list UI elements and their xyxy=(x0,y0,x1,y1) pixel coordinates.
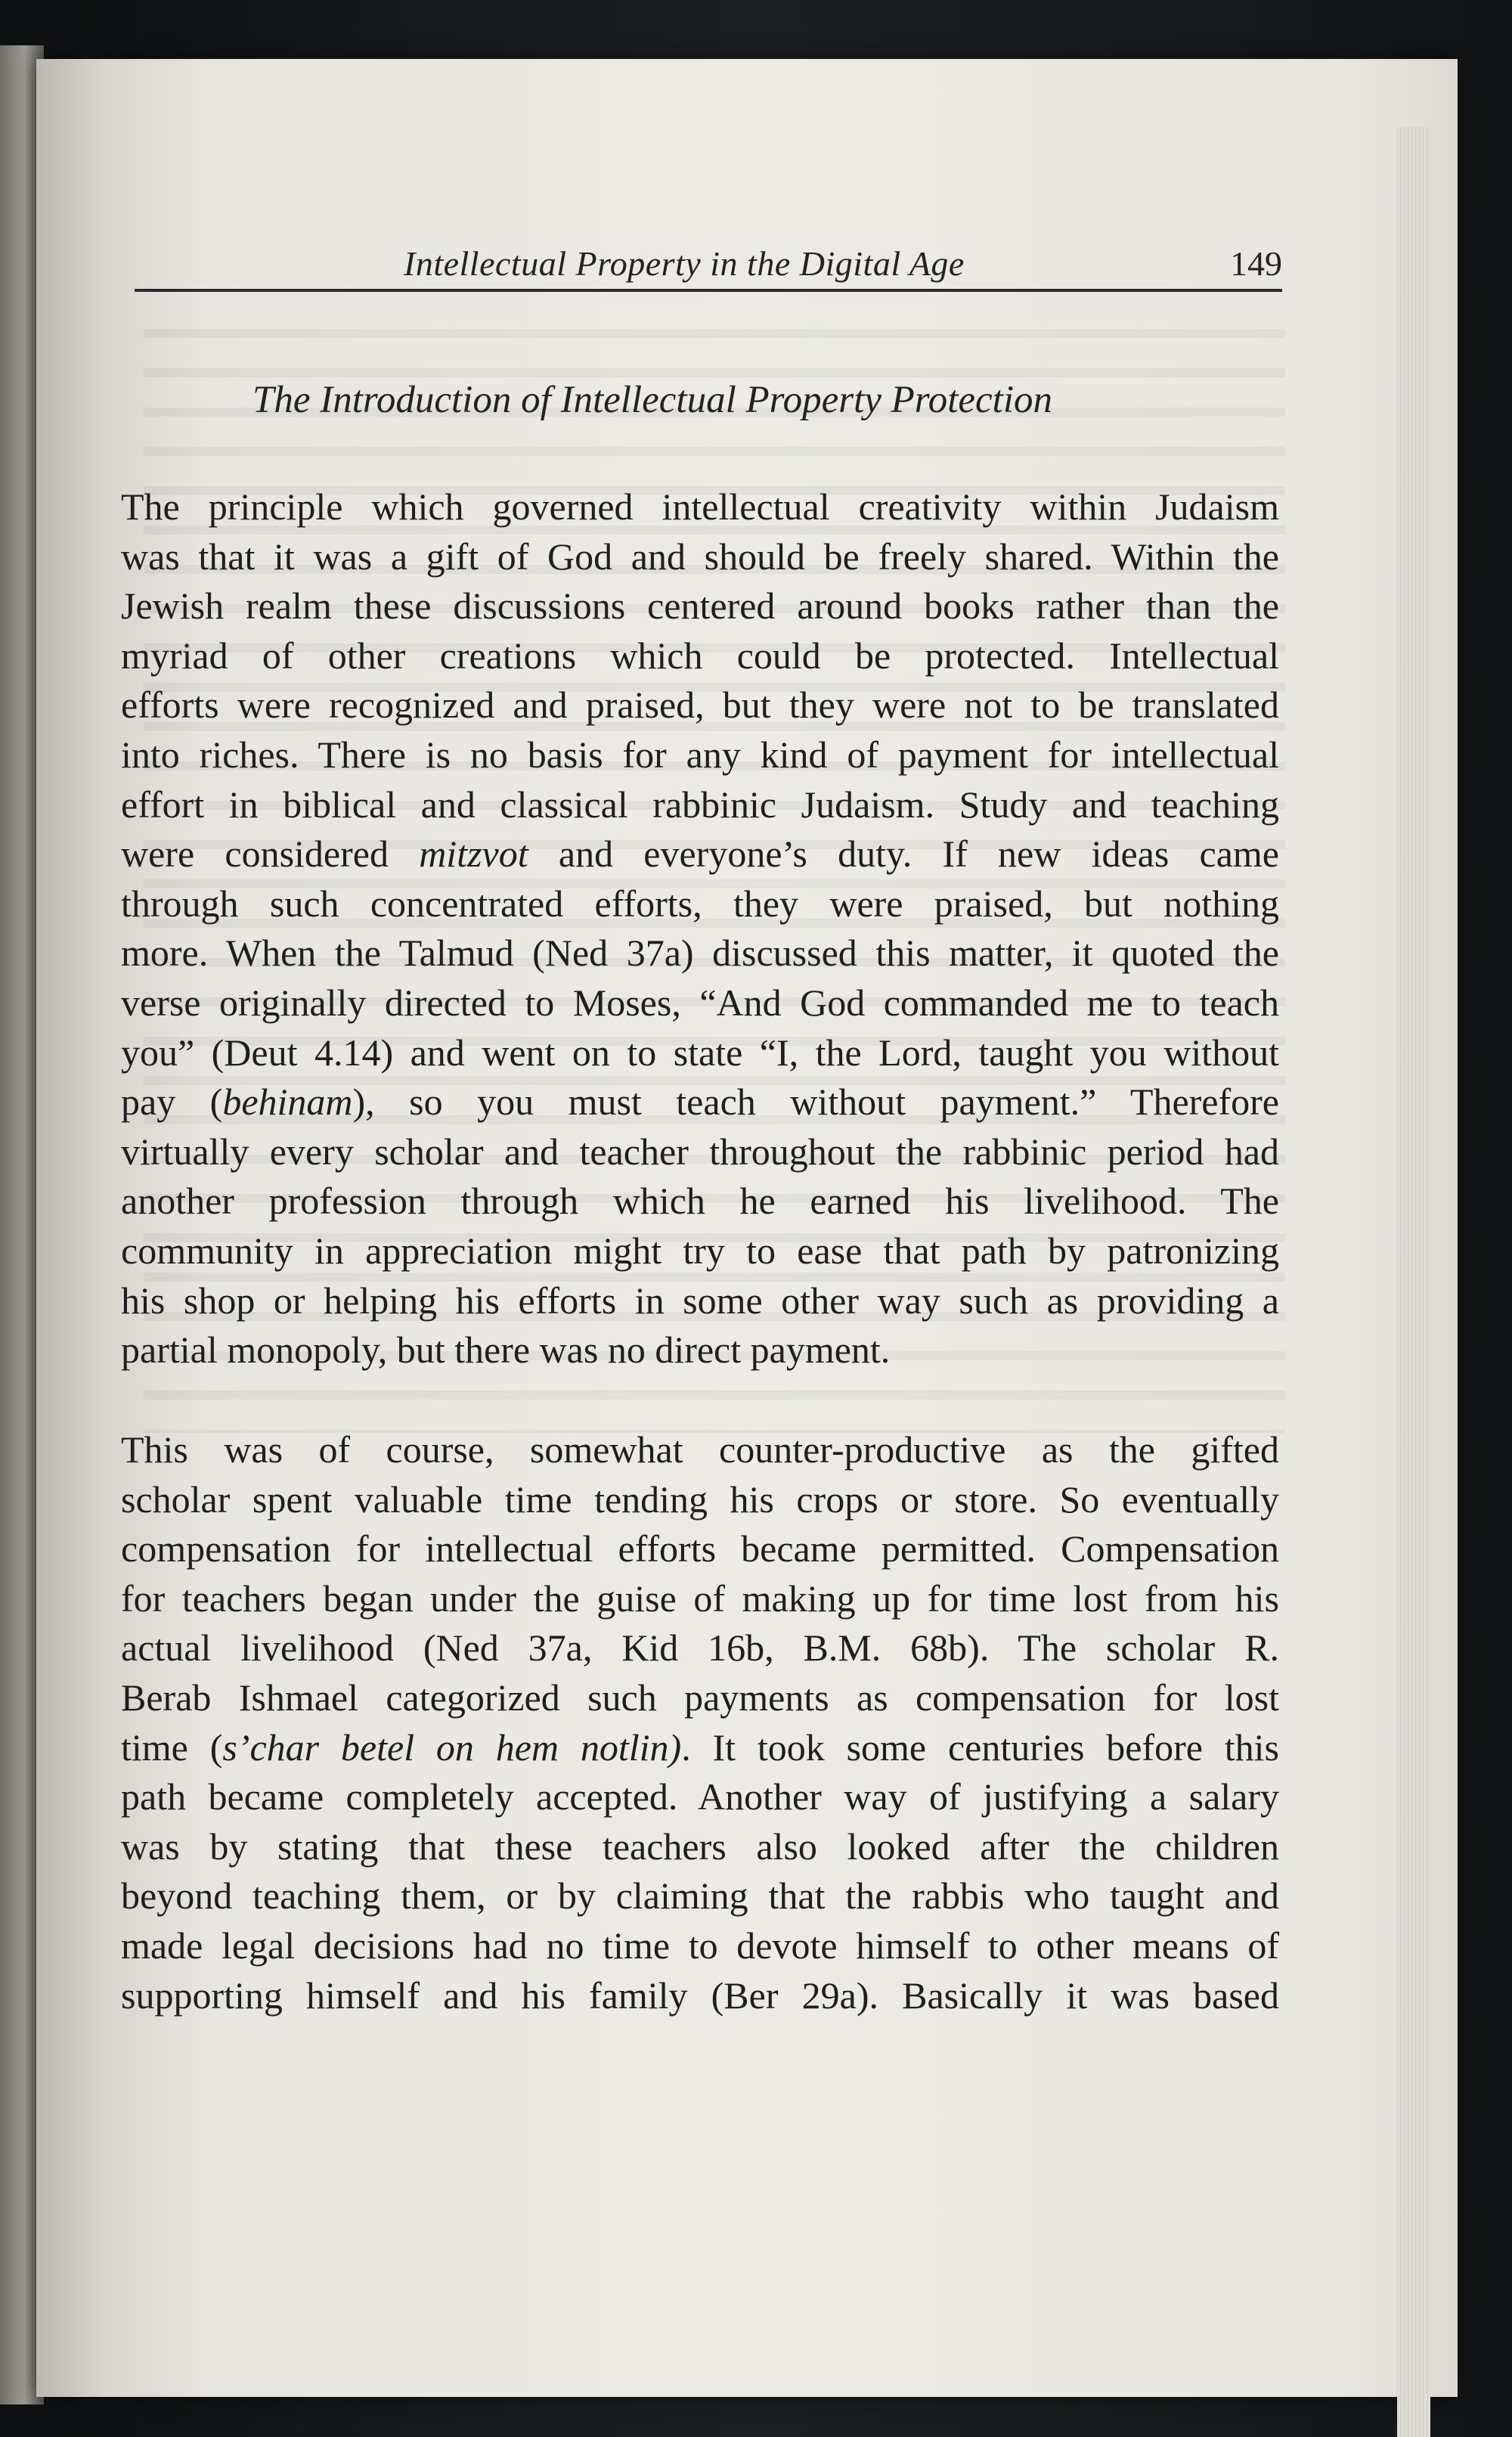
text-line: myriad of other creations which could be protected. Intellectual xyxy=(121,634,1279,677)
text-line: virtually every scholar and teacher throughout the rabbinic period had xyxy=(121,1130,1279,1173)
text-line: for teachers began under the guise of making up for time lost from his xyxy=(121,1577,1279,1620)
text-line: verse originally directed to Moses, “And God commanded me to teach xyxy=(121,981,1279,1024)
text-line: This was of course, somewhat counter-productive as the gifted xyxy=(121,1428,1279,1471)
text-line: efforts were recognized and praised, but they were not to be translated xyxy=(121,684,1279,727)
text-line xyxy=(121,1723,1279,1773)
page-header xyxy=(135,240,1282,292)
text-line: Jewish realm these discussions centered around books rather than the xyxy=(121,584,1279,628)
text-line: another profession through which he earned his livelihood. The xyxy=(121,1180,1279,1223)
text-line: you” (Deut 4.14) and went on to state “I, the Lord, taught you without xyxy=(121,1031,1279,1074)
text-line: The principle which governed intellectual creativity within Judaism xyxy=(121,485,1279,528)
text-line: community in appreciation might try to ease that path by patronizing xyxy=(121,1229,1279,1272)
italic-term: mitzvot xyxy=(419,832,528,876)
running-head: Intellectual Property in the Digital Age xyxy=(404,244,965,283)
text-line xyxy=(121,1077,1279,1127)
text-line: beyond teaching them, or by claiming that the rabbis who taught and xyxy=(121,1874,1279,1918)
text-line: path became completely accepted. Another way of justifying a salary xyxy=(121,1775,1279,1818)
text-line: was that it was a gift of God and should be freely shared. Within the xyxy=(121,535,1279,578)
text-line: through such concentrated efforts, they were praised, but nothing xyxy=(121,882,1279,925)
page-number: 149 xyxy=(1230,244,1282,283)
text-line: partial monopoly, but there was no direct payment. xyxy=(121,1329,891,1372)
body-paragraph-1 xyxy=(121,482,1279,1375)
text-run: time ( xyxy=(121,1725,223,1769)
body-paragraph-2 xyxy=(121,1425,1279,2020)
text-run: and everyone’s duty. If new ideas came xyxy=(528,832,1279,876)
text-line: effort in biblical and classical rabbinic Judaism. Study and teaching xyxy=(121,783,1279,826)
text-run: ), so you must teach without payment.” Therefore xyxy=(352,1081,1279,1124)
text-line: his shop or helping his efforts in some other way such as providing a xyxy=(121,1279,1279,1322)
text-line: Berab Ishmael categorized such payments as compensation for lost xyxy=(121,1676,1279,1719)
text-line: actual livelihood (Ned 37a, Kid 16b, B.M. 68b). The scholar R. xyxy=(121,1626,1279,1670)
text-line: supporting himself and his family (Ber 29a). Basically it was based xyxy=(121,1973,1279,2017)
section-title: The Introduction of Intellectual Property Protection xyxy=(253,379,1053,421)
text-run: pay ( xyxy=(121,1081,223,1124)
text-run: . It took some centuries before this xyxy=(681,1725,1279,1769)
text-line: scholar spent valuable time tending his crops or store. So eventually xyxy=(121,1477,1279,1521)
text-line: compensation for intellectual efforts became permitted. Compensation xyxy=(121,1527,1279,1570)
text-line: into riches. There is no basis for any kind of payment for intellectual xyxy=(121,733,1279,776)
text-line: was by stating that these teachers also looked after the children xyxy=(121,1825,1279,1868)
italic-term: behinam xyxy=(222,1081,353,1124)
page-edge-stack xyxy=(1397,127,1430,2437)
italic-term: s’char betel on hem notlin) xyxy=(222,1725,682,1769)
text-run: were considered xyxy=(121,832,420,876)
text-line xyxy=(121,829,1279,879)
text-line: made legal decisions had no time to devote himself to other means of xyxy=(121,1924,1279,1967)
text-line: more. When the Talmud (Ned 37a) discussed this matter, it quoted the xyxy=(121,932,1279,975)
